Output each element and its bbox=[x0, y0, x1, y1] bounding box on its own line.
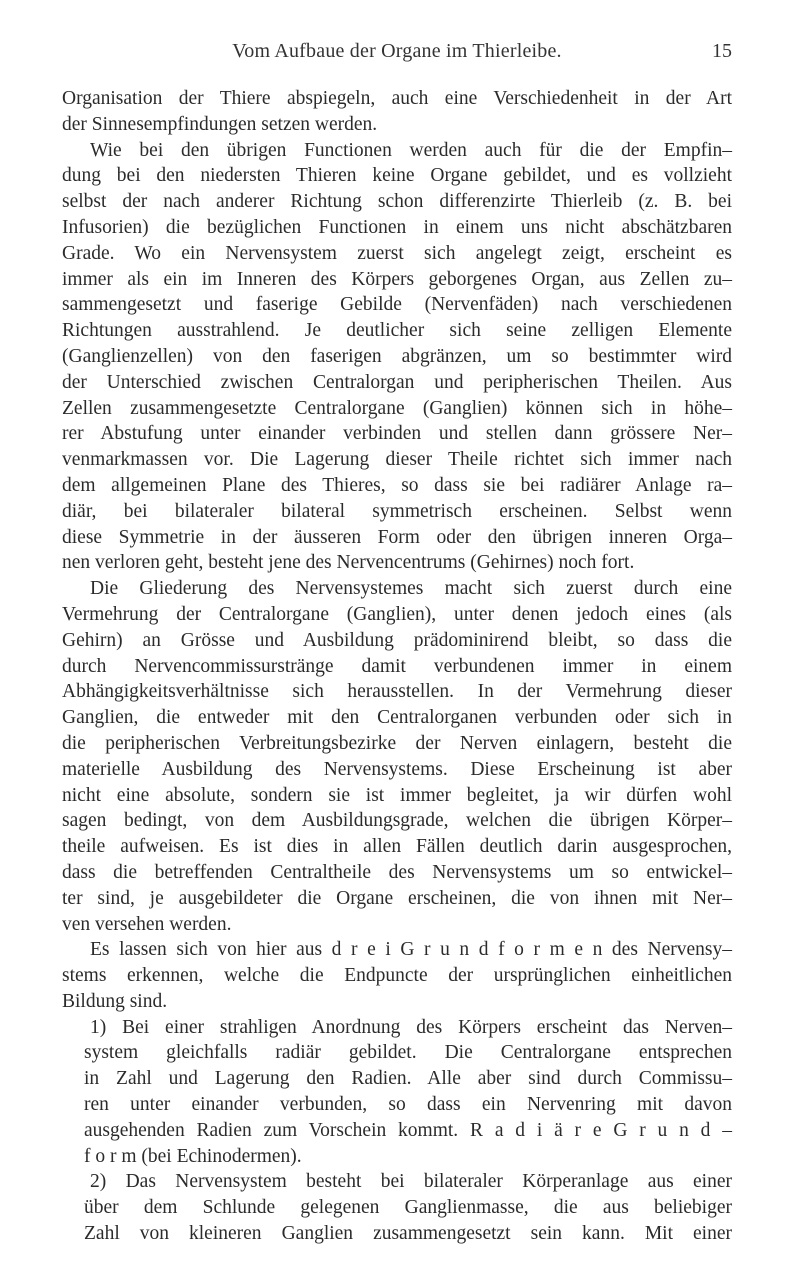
text-line: rer Abstufung unter einander verbinden und stellen dann grössere Ner– bbox=[62, 423, 732, 445]
text-line: ter sind, je ausgebildeter die Organe erscheinen, die von ihnen mit Ner– bbox=[62, 887, 732, 909]
text-line: ren unter einander verbunden, so dass ein Nervenring mit davon bbox=[84, 1094, 732, 1116]
page-number: 15 bbox=[712, 40, 732, 62]
text-line: sammengesetzt und faserige Gebilde (Nervenfäden) nach verschiedenen bbox=[62, 294, 732, 316]
text-line: dass die betreffenden Centraltheile des Nervensystems um so entwickel– bbox=[62, 861, 732, 883]
text-line: Bildung sind. bbox=[62, 990, 168, 1012]
text-line: sagen bedingt, von dem Ausbildungsgrade, welchen die übrigen Körper– bbox=[62, 810, 732, 832]
text-line: Richtungen ausstrahlend. Je deutlicher sich seine zelligen Elemente bbox=[62, 320, 732, 342]
text-line: über dem Schlunde gelegenen Ganglienmasse, die aus beliebiger bbox=[84, 1197, 732, 1219]
text-line: immer als ein im Inneren des Körpers geborgenes Organ, aus Zellen zu– bbox=[62, 268, 732, 290]
text-line: der Unterschied zwischen Centralorgan und peripherischen Theilen. Aus bbox=[62, 371, 732, 393]
text-line: nicht eine absolute, sondern sie ist immer begleitet, ja wir dürfen wohl bbox=[62, 784, 732, 806]
text-line: Organisation der Thiere abspiegeln, auch eine Verschiedenheit in der Art bbox=[62, 88, 732, 109]
text-line: venmarkmassen vor. Die Lagerung dieser Theile richtet sich immer nach bbox=[62, 449, 732, 471]
text-line: die peripherischen Verbreitungsbezirke der Nerven einlagern, besteht die bbox=[62, 732, 732, 754]
text-line: diese Symmetrie in der äusseren Form oder den übrigen inneren Orga– bbox=[62, 526, 732, 548]
text-line: dem allgemeinen Plane des Thieres, so dass sie bei radiärer Anlage ra– bbox=[62, 474, 732, 496]
text-line: Zellen zusammengesetzte Centralorgane (Ganglien) können sich in höhe– bbox=[62, 397, 732, 419]
text-line: der Sinnesempfindungen setzen werden. bbox=[62, 113, 378, 135]
text-line: stems erkennen, welche die Endpuncte der ursprünglichen einheitlichen bbox=[62, 965, 732, 987]
running-head bbox=[62, 40, 732, 66]
text-line: ausgehenden Radien zum Vorschein kommt. R a d i ä r e G r u n d – bbox=[84, 1119, 732, 1141]
text-line: 1) Bei einer strahligen Anordnung des Körpers erscheint das Nerven– bbox=[90, 1016, 732, 1038]
text-line: durch Nervencommissurstränge damit verbundenen immer in einem bbox=[62, 655, 732, 677]
text-line: Die Gliederung des Nervensystemes macht sich zuerst durch eine bbox=[90, 578, 732, 600]
text-line: Ganglien, die entweder mit den Centralorganen verbunden oder sich in bbox=[62, 707, 732, 729]
text-line: selbst der nach anderer Richtung schon differenzirte Thierleib (z. B. bei bbox=[62, 191, 732, 213]
text-line: (Ganglienzellen) von den faserigen abgränzen, um so bestimmter wird bbox=[62, 345, 732, 367]
text-line: in Zahl und Lagerung den Radien. Alle aber sind durch Commissu– bbox=[84, 1068, 732, 1090]
text-line: Zahl von kleineren Ganglien zusammengesetzt sein kann. Mit einer bbox=[84, 1223, 732, 1245]
text-line: Gehirn) an Grösse und Ausbildung prädominirend bleibt, so dass die bbox=[62, 629, 732, 651]
text-line: system gleichfalls radiär gebildet. Die Centralorgane entsprechen bbox=[84, 1042, 732, 1064]
text-line: diär, bei bilateraler bilateral symmetrisch erscheinen. Selbst wenn bbox=[62, 500, 732, 522]
text-line: Grade. Wo ein Nervensystem zuerst sich angelegt zeigt, erscheint es bbox=[62, 242, 732, 264]
running-title: Vom Aufbaue der Organe im Thierleibe. bbox=[232, 40, 562, 62]
text-line: ven versehen werden. bbox=[62, 913, 232, 935]
text-line: nen verloren geht, besteht jene des Nervencentrums (Gehirnes) noch fort. bbox=[62, 552, 635, 574]
text-line: Abhängigkeitsverhältnisse sich herausstellen. In der Vermehrung dieser bbox=[62, 681, 732, 703]
text-line: Infusorien) die bezüglichen Functionen in einem uns nicht abschätzbaren bbox=[62, 216, 732, 238]
text-line: materielle Ausbildung des Nervensystems. Diese Erscheinung ist aber bbox=[62, 758, 732, 780]
text-line: Es lassen sich von hier aus d r e i G r u n d f o r m e n des Nervensy– bbox=[90, 939, 732, 961]
text-line: Wie bei den übrigen Functionen werden auch für die der Empfin– bbox=[90, 139, 732, 161]
text-line: f o r m (bei Echinodermen). bbox=[84, 1145, 302, 1167]
text-line: 2) Das Nervensystem besteht bei bilateraler Körperanlage aus einer bbox=[90, 1171, 732, 1193]
text-line: Vermehrung der Centralorgane (Ganglien), unter denen jedoch eines (als bbox=[62, 603, 732, 625]
text-line: dung bei den niedersten Thieren keine Organe gebildet, und es vollzieht bbox=[62, 165, 732, 187]
text-line: theile aufweisen. Es ist dies in allen Fällen deutlich darin ausgesprochen, bbox=[62, 836, 732, 858]
body-text bbox=[62, 86, 732, 1247]
